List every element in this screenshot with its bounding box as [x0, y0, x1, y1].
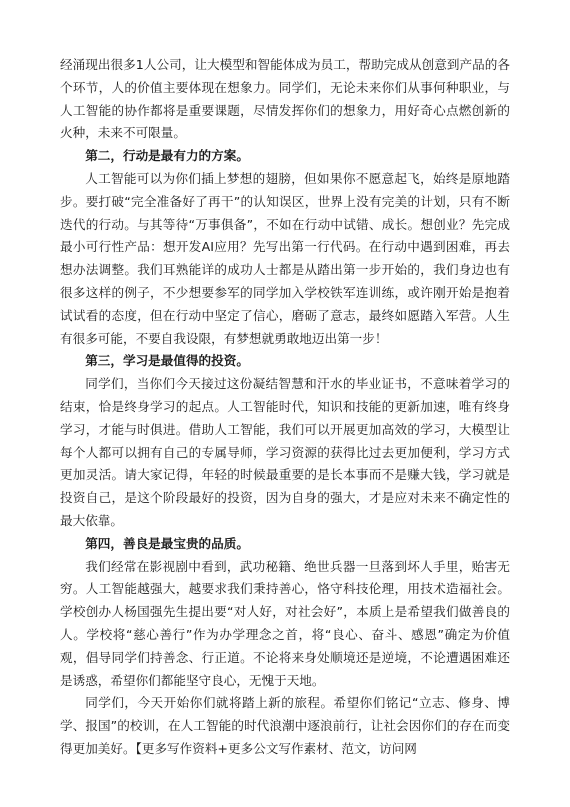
paragraph-action: 人工智能可以为你们插上梦想的翅膀，但如果你不愿意起飞，始终是原地踏步。要打破“完全准备好了再干”的认知误区，世界上没有完美的计划，只有不断迭代的行动。与其等待“万事俱备”，不如在行动中试错、成长。想创业？先完成最小可行性产品：想开发AI应用？先写出第一行代码。在行动中遇到困难，再去想办法调整。我们耳熟能详的成功人士都是从踏出第一步开始的，我们身边也有很多这样的例子，不少想要参军的同学加入学校铁军连训练，或许刚开始是抱着试试看的态度，但在行动中坚定了信心，磨砺了意志，最终如愿踏入军营。人生有很多可能，不要自我设限，有梦想就勇敢地迈出第一步！: [60, 170, 510, 346]
paragraph-learning: 同学们，当你们今天接过这份凝结智慧和汗水的毕业证书，不意味着学习的结束，恰是终身学习的起点。人工智能时代，知识和技能的更新加速，唯有终身学习，才能与时俱进。借助人工智能，我们可以开展更加高效的学习，大模型让每个人都可以拥有自己的专属导师，学习资源的获得比过去更加便利，学习方式更加灵活。请大家记得，年轻的时候最重要的是长本事而不是赚大钱，学习就是投资自己，是这个阶段最好的投资，因为自身的强大，才是应对未来不确定性的最大依靠。: [60, 376, 510, 528]
heading-point-four: 第四，善良是最宝贵的品质。: [85, 535, 249, 551]
heading-point-three: 第三，学习是最值得的投资。: [85, 353, 249, 369]
paragraph-intro-continuation: 经涌现出很多1人公司，让大模型和智能体成为员工，帮助完成从创意到产品的各个环节，人的价值主要体现在想象力。同学们，无论未来你们从事何种职业，与人工智能的协作都将是重要课题，尽情发挥你们的想象力，用好奇心点燃创新的火种，未来不可限量。: [60, 57, 510, 141]
heading-point-two: 第二，行动是最有力的方案。: [85, 148, 249, 164]
paragraph-closing: 同学们，今天开始你们就将踏上新的旅程。希望你们铭记“立志、修身、博学、报国”的校训，在人工智能的时代浪潮中逐浪前行，让社会因你们的存在而变得更加美好。【更多写作资料+更多公文写作素材、范文，访问网: [60, 695, 510, 756]
paragraph-kindness: 我们经常在影视剧中看到，武功秘籍、绝世兵器一旦落到坏人手里，贻害无穷。人工智能越强大，越要求我们秉持善心，恪守科技伦理，用技术造福社会。学校创办人杨国强先生提出要“对人好，对社会好”，本质上是希望我们做善良的人。学校将“慈心善行”作为办学理念之首，将“良心、奋斗、感恩”确定为价值观，倡导同学们持善念、行正道。不论将来身处顺境还是逆境，不论遭遇困难还是诱惑，希望你们都能坚守良心，无愧于天地。: [60, 558, 510, 688]
